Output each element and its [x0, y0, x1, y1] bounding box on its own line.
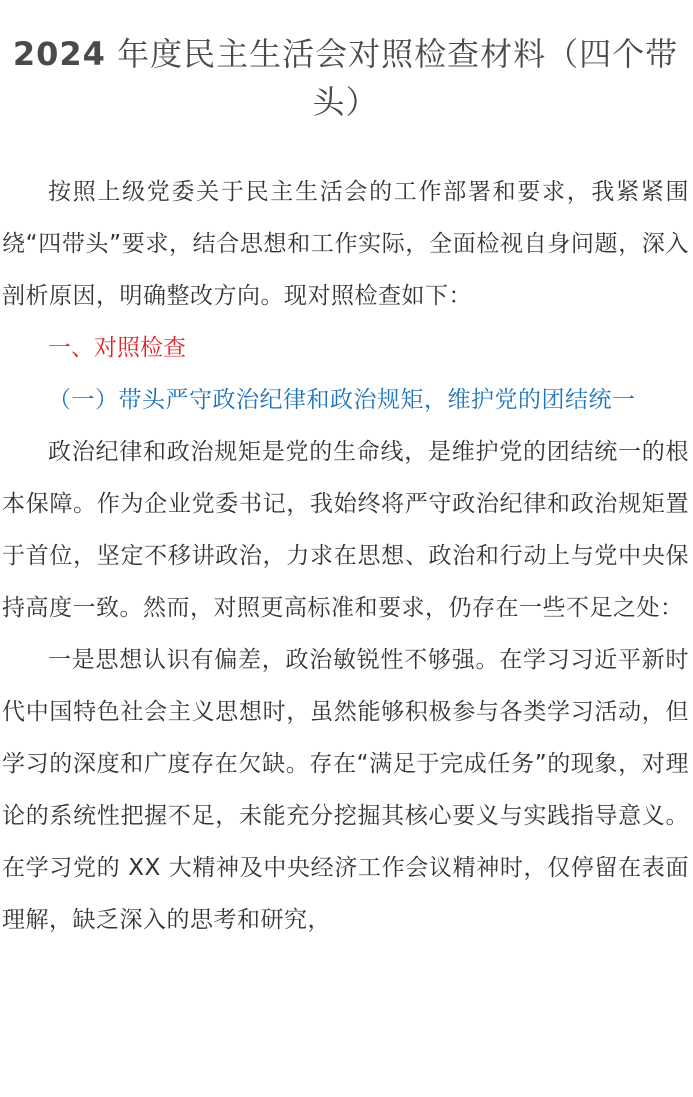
- section-heading: 一、对照检查: [48, 335, 186, 361]
- document-body: [2, 166, 689, 946]
- intro-paragraph: 按照上级党委关于民主生活会的工作部署和要求，我紧紧围绕“四带头”要求，结合思想和工作实际，全面检视自身问题，深入剖析原因，明确整改方向。现对照检查如下：: [2, 179, 689, 309]
- subsection-heading: （一）带头严守政治纪律和政治规矩，维护党的团结统一: [48, 387, 636, 413]
- title-year: 2024: [12, 35, 106, 73]
- document-title: [2, 30, 689, 126]
- title-text: 年度民主生活会对照检查材料（四个带头）: [105, 35, 679, 121]
- body-paragraph-2: 一是思想认识有偏差，政治敏锐性不够强。在学习习近平新时代中国特色社会主义思想时，虽然能够积极参与各类学习活动，但学习的深度和广度存在欠缺。存在“满足于完成任务”的现象，对理论的系统性把握不足，未能充分挖掘其核心要义与实践指导意义。在学习党的 XX 大精神及中央经济工作会议精神时，仅停留在表面理解，缺乏深入的思考和研究，: [2, 647, 689, 933]
- body-paragraph-1: 政治纪律和政治规矩是党的生命线，是维护党的团结统一的根本保障。作为企业党委书记，我始终将严守政治纪律和政治规矩置于首位，坚定不移讲政治，力求在思想、政治和行动上与党中央保持高度一致。然而，对照更高标准和要求，仍存在一些不足之处：: [2, 439, 689, 621]
